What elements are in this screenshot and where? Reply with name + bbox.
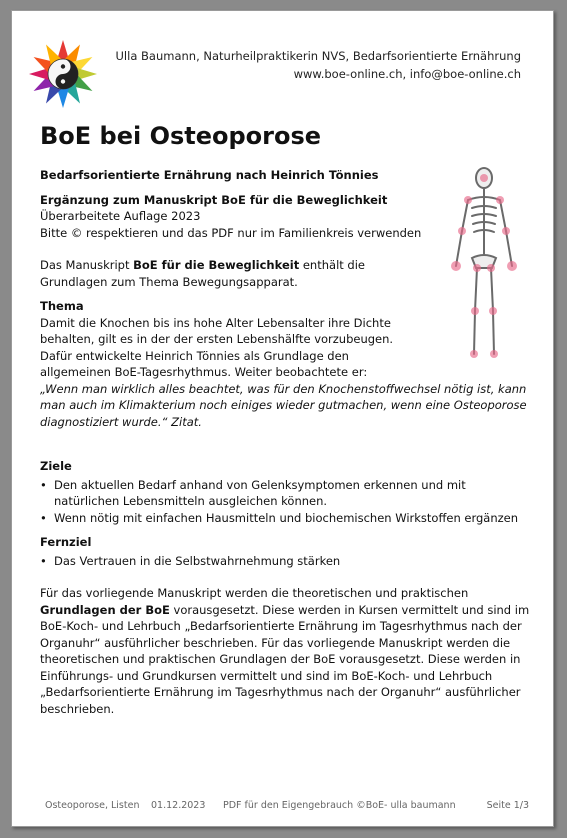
thema-quote-paragraph bbox=[40, 381, 530, 431]
thema-text: Damit die Knochen bis ins hohe Alter Lebensalter ihre Dichte behalten, gilt es in der der ersten Lebenshälfte vorzubeugen. Dafür entwickelte Heinrich Tönnies als Grundlage den allgemeinen BoE-Tagesrhythmus. Weiter beobachtete er: bbox=[40, 315, 394, 379]
bullet-icon: • bbox=[40, 510, 47, 525]
ziele-list bbox=[40, 477, 530, 527]
header-author: Ulla Baumann, Naturheilpraktikerin NVS, Bedarfsorientierte Ernährung bbox=[115, 49, 521, 63]
intro-manuscript-name: BoE für die Beweglichkeit bbox=[133, 258, 300, 272]
closing-bold: Grundlagen der BoE bbox=[40, 602, 170, 617]
list-item: • Das Vertrauen in die Selbstwahrnehmung stärken bbox=[40, 553, 341, 568]
closing-paragraph bbox=[40, 585, 530, 717]
supplement-heading: Ergänzung zum Manuskript BoE für die Beweglichkeit bbox=[40, 192, 388, 207]
edition-note: Überarbeitete Auflage 2023 bbox=[40, 209, 201, 223]
document-body bbox=[40, 167, 530, 717]
list-item: • Wenn nötig mit einfachen Hausmitteln und biochemischen Wirkstoffen ergänzen bbox=[40, 510, 519, 525]
footer-page-number: Seite 1/3 bbox=[486, 800, 529, 811]
copyright-note: Bitte © respektieren und das PDF nur im Familienkreis verwenden bbox=[40, 225, 422, 240]
thema-quote: „Wenn man wirklich alles beachtet, was für den Knochenstoffwechsel nötig ist, kann man auch im Klimakterium noch einiges wieder gutmachen, wenn eine Osteoporose diagnostiziert wurde.“ bbox=[40, 381, 527, 429]
thema-heading: Thema bbox=[40, 299, 84, 313]
page-title: BoE bei Osteoporose bbox=[40, 122, 322, 150]
yin-yang-star-logo-icon bbox=[28, 39, 98, 109]
subtitle: Bedarfsorientierte Ernährung nach Heinrich Tönnies bbox=[40, 168, 379, 182]
ziele-heading: Ziele bbox=[40, 459, 72, 473]
document-page bbox=[11, 10, 554, 827]
header-contact: www.boe-online.ch, info@boe-online.ch bbox=[293, 67, 521, 81]
fernziel-list bbox=[40, 553, 530, 570]
closing-text-post: vorausgesetzt. Diese werden in Kursen vermittelt und sind im BoE-Koch- und Lehrbuch „Bedarfsorientierte Ernährung im Tagesrhythmus nach der Organuhr“ ausführlicher beschrieben. Für das vorliegende Manuskript werden die theoretischen und praktischen Grundlagen der BoE vorausgesetzt. Diese werden in Einführungs- und Grundkursen vermittelt und sind im BoE-Koch- und Lehrbuch „Bedarfsorientierte Ernährung im Tagesrhythmus nach der Organuhr“ ausführlicher beschrieben. bbox=[40, 602, 530, 716]
bullet-icon: • bbox=[40, 553, 47, 568]
quote-suffix: Zitat. bbox=[167, 414, 202, 429]
list-item: • Den aktuellen Bedarf anhand von Gelenksymptomen erkennen und mit natürlichen Lebensmitteln ausgleichen können. bbox=[40, 477, 466, 508]
intro-text-pre: Das Manuskript bbox=[40, 258, 134, 272]
footer-date: 01.12.2023 bbox=[151, 800, 206, 811]
bullet-icon: • bbox=[40, 477, 47, 492]
footer-doc-name: Osteoporose, Listen bbox=[45, 800, 140, 811]
intro-paragraph bbox=[40, 257, 410, 290]
footer-note: PDF für den Eigengebrauch ©BoE- ulla baumann bbox=[223, 800, 456, 811]
intro-text-post: enthält die Grundlagen zum Thema Bewegungsapparat. bbox=[40, 258, 365, 289]
closing-text-pre: Für das vorliegende Manuskript werden die theoretischen und praktischen bbox=[40, 586, 469, 600]
fernziel-heading: Fernziel bbox=[40, 535, 92, 549]
